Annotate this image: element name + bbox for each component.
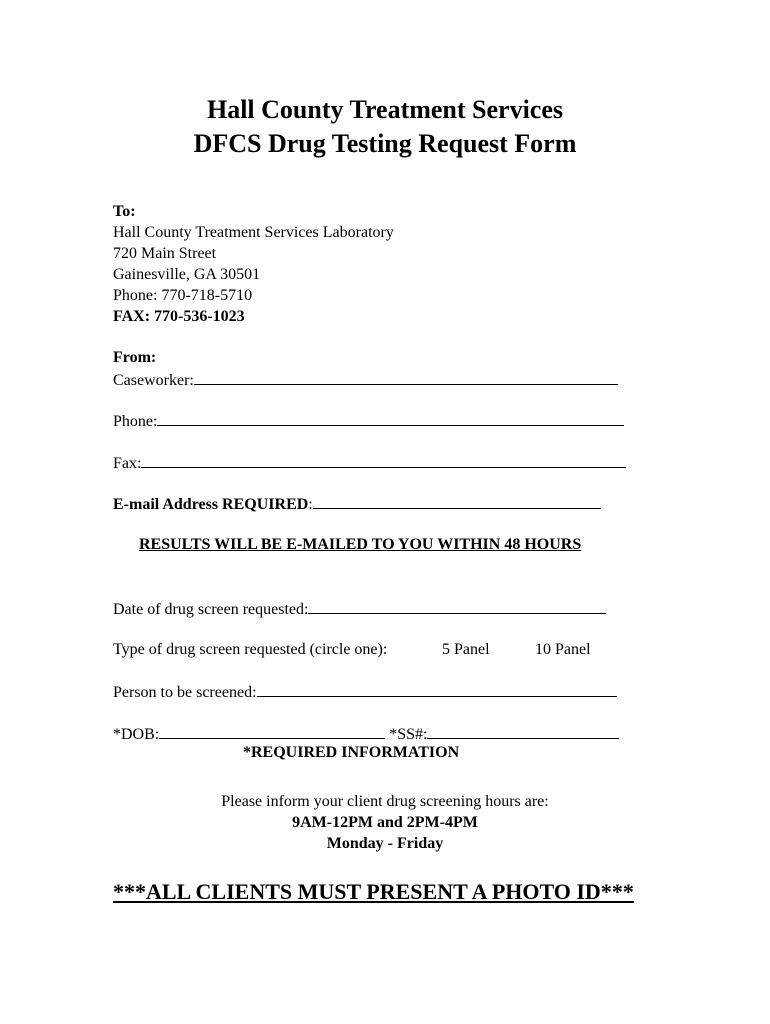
ss-field[interactable] — [427, 723, 619, 739]
email-label: E-mail Address REQUIRED — [113, 496, 309, 513]
caseworker-label: Caseworker: — [113, 372, 194, 389]
person-row — [113, 681, 617, 703]
lab-fax: FAX: 770-536-1023 — [113, 308, 245, 325]
hours-times: 9AM-12PM and 2PM-4PM — [292, 814, 478, 831]
lab-city-state-zip: Gainesville, GA 30501 — [113, 266, 261, 283]
ss-label: *SS#: — [389, 726, 428, 743]
lab-name: Hall County Treatment Services Laboratory — [113, 224, 394, 241]
person-field[interactable] — [257, 681, 617, 697]
fax-field[interactable] — [141, 452, 626, 468]
dob-field[interactable] — [159, 723, 385, 739]
phone-row — [113, 410, 624, 432]
caseworker-field[interactable] — [194, 369, 618, 385]
fax-row — [113, 452, 626, 474]
lab-street: 720 Main Street — [113, 245, 217, 262]
phone-field[interactable] — [157, 410, 624, 426]
dob-label: *DOB: — [113, 726, 160, 743]
email-field[interactable] — [313, 493, 601, 509]
results-notice: RESULTS WILL BE E-MAILED TO YOU WITHIN 48 HOURS — [139, 536, 582, 553]
hours-days: Monday - Friday — [326, 835, 444, 852]
required-info-note: *REQUIRED INFORMATION — [243, 744, 460, 761]
date-label: Date of drug screen requested: — [113, 601, 309, 618]
type-label: Type of drug screen requested (circle one): — [113, 641, 388, 658]
person-label: Person to be screened: — [113, 684, 257, 701]
date-field[interactable] — [308, 598, 606, 614]
email-row — [113, 493, 601, 515]
lab-phone: Phone: 770-718-5710 — [113, 287, 253, 304]
option-10-panel[interactable]: 10 Panel — [535, 641, 591, 658]
form-title-line1: Hall County Treatment Services — [206, 95, 563, 124]
phone-label: Phone: — [113, 413, 158, 430]
dob-ss-row — [113, 723, 619, 745]
fax-label: Fax: — [113, 455, 142, 472]
to-label: To: — [113, 203, 136, 220]
photo-id-notice: ***ALL CLIENTS MUST PRESENT A PHOTO ID*** — [113, 879, 634, 904]
caseworker-row — [113, 369, 618, 391]
option-5-panel[interactable]: 5 Panel — [442, 641, 490, 658]
email-colon: : — [308, 496, 313, 513]
form-title-line2: DFCS Drug Testing Request Form — [193, 129, 577, 158]
date-row — [113, 598, 606, 620]
hours-intro: Please inform your client drug screening hours are: — [221, 793, 549, 810]
from-label: From: — [113, 349, 157, 366]
